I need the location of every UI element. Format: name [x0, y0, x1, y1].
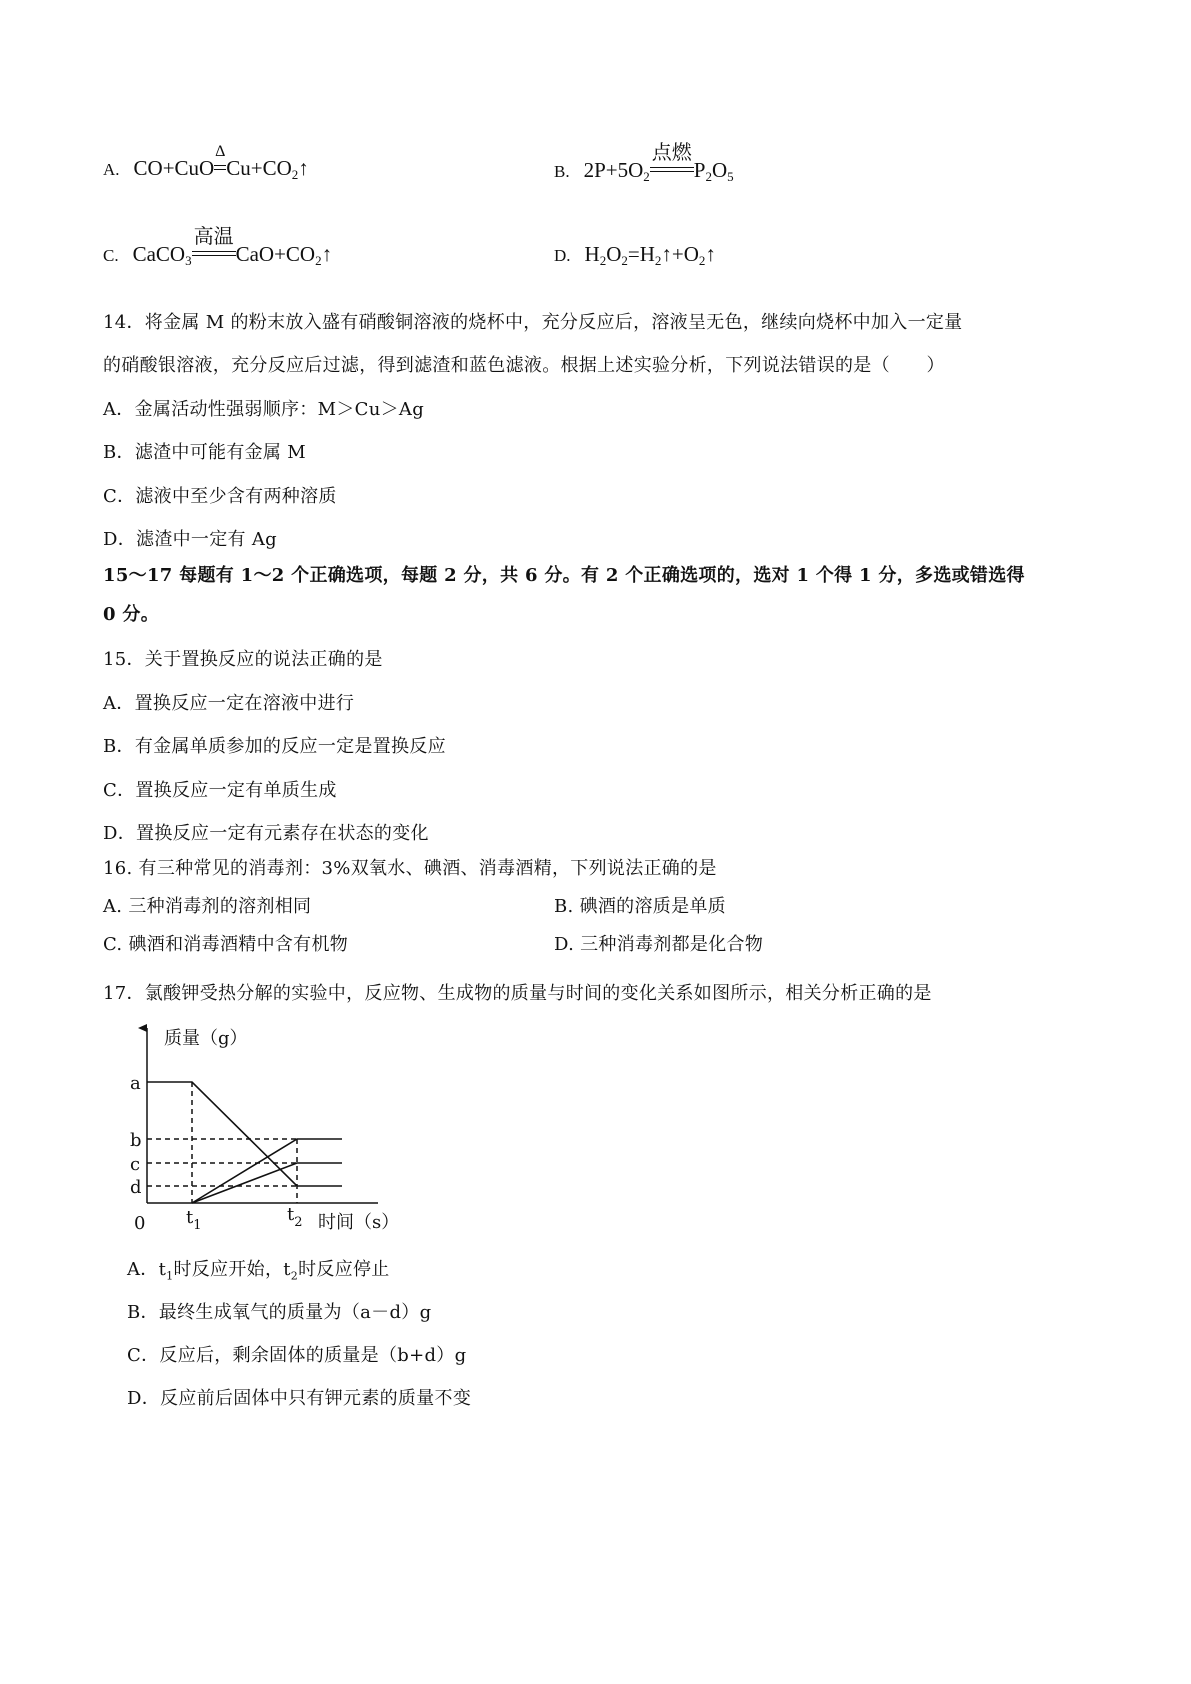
- option-label: A.: [103, 160, 120, 179]
- eq-text: O: [711, 158, 728, 182]
- eq-sub: 2: [599, 253, 607, 268]
- q13-option-c: [103, 226, 333, 275]
- sub: 1: [166, 1269, 174, 1283]
- q14-stem-line1: 14．将金属 M 的粉末放入盛有硝酸铜溶液的烧杯中，充分反应后，溶液呈无色，继续向烧杯中加入一定量: [103, 312, 963, 333]
- text: A．t: [127, 1259, 167, 1280]
- eq-text: CaO+CO: [235, 242, 316, 266]
- chart-y-axis-label: 质量（g）: [164, 1028, 248, 1049]
- q13-option-d: [554, 240, 716, 275]
- gas-arrow: ↑: [321, 242, 333, 266]
- chart-origin-label: 0: [134, 1213, 146, 1234]
- q16-option-b: B. 碘酒的溶质是单质: [554, 896, 726, 917]
- q15-option-c: C．置换反应一定有单质生成: [103, 780, 337, 801]
- eq-sub: 2: [643, 169, 650, 184]
- q17-option-d: D．反应前后固体中只有钾元素的质量不变: [127, 1388, 472, 1409]
- chart-series-line-3: [192, 1163, 342, 1203]
- condition-text: Δ: [215, 143, 226, 160]
- q15-stem: 15．关于置换反应的说法正确的是: [103, 649, 383, 670]
- q16-stem: 16. 有三种常见的消毒剂：3%双氧水、碘酒、消毒酒精，下列说法正确的是: [103, 858, 717, 879]
- eq-text: H: [584, 242, 600, 266]
- q16-option-d: D. 三种消毒剂都是化合物: [554, 934, 764, 955]
- q15-option-a: A．置换反应一定在溶液中进行: [103, 693, 355, 714]
- chart-x-axis-label: 时间（s）: [318, 1212, 400, 1233]
- eq-text: Cu+CO: [226, 156, 292, 180]
- eq-text: ↑+O: [661, 242, 699, 266]
- section-note-line1: 15～17 每题有 1～2 个正确选项，每题 2 分，共 6 分。有 2 个正确选项的，选对 1 个得 1 分，多选或错选得: [103, 565, 1025, 586]
- eq-sub: 2: [698, 253, 706, 268]
- text: 时反应停止: [298, 1259, 390, 1280]
- q13-option-b: [554, 142, 734, 191]
- text: 时反应开始，t: [173, 1259, 291, 1280]
- q13-option-a: [103, 143, 309, 189]
- chart-y-tick-a: a: [130, 1073, 141, 1094]
- q15-option-b: B．有金属单质参加的反应一定是置换反应: [103, 736, 446, 757]
- eq-sub: 3: [185, 253, 192, 268]
- eq-sub: 5: [727, 169, 734, 184]
- q14-option-c: C．滤液中至少含有两种溶质: [103, 486, 337, 507]
- eq-text: P: [693, 158, 706, 182]
- chart-x-tick-t1: $t_1$: [186, 1207, 202, 1233]
- option-label: D.: [554, 246, 571, 265]
- q14-option-a: A．金属活动性强弱顺序：M＞Cu＞Ag: [103, 399, 425, 420]
- eq-sub: 2: [705, 169, 712, 184]
- eq-text: 2P+5O: [583, 158, 644, 182]
- chart-y-tick-b: b: [130, 1130, 142, 1151]
- reaction-condition: [192, 226, 236, 268]
- eq-sub: 2: [315, 253, 322, 268]
- mass-time-chart: [120, 1020, 420, 1240]
- option-label: C.: [103, 246, 119, 265]
- q17-option-a: [127, 1258, 390, 1289]
- chart-series: [147, 1082, 342, 1203]
- eq-sub: 2: [291, 167, 299, 182]
- eq-text: CO+CuO: [133, 156, 215, 180]
- section-note-line2: 0 分。: [103, 604, 159, 625]
- condition-text: 点燃: [651, 142, 692, 164]
- q17-stem: 17．氯酸钾受热分解的实验中，反应物、生成物的质量与时间的变化关系如图所示，相关分析正确的是: [103, 983, 932, 1004]
- eq-text: O: [606, 242, 622, 266]
- q14-option-b: B．滤渣中可能有金属 M: [103, 442, 306, 463]
- reaction-condition: [214, 143, 226, 182]
- reaction-condition: [650, 142, 694, 184]
- gas-arrow: ↑: [298, 156, 309, 180]
- q16-option-a: A. 三种消毒剂的溶剂相同: [103, 896, 312, 917]
- eq-sub: 2: [621, 253, 628, 268]
- q14-option-d: D．滤渣中一定有 Ag: [103, 529, 277, 550]
- chart-x-tick-t2: $t_2$: [287, 1204, 303, 1230]
- eq-text: CaCO: [132, 242, 186, 266]
- gas-arrow: ↑: [705, 242, 716, 266]
- condition-text: 高温: [193, 226, 234, 248]
- q16-option-c: C. 碘酒和消毒酒精中含有机物: [103, 934, 349, 955]
- chart-y-tick-c: c: [130, 1154, 141, 1175]
- chart-y-tick-d: d: [130, 1177, 142, 1198]
- eq-text: =H: [627, 242, 655, 266]
- sub: 2: [290, 1269, 299, 1283]
- eq-sub: 2: [654, 253, 662, 268]
- q17-option-b: B．最终生成氧气的质量为（a－d）g: [127, 1302, 432, 1323]
- q14-stem-line2: 的硝酸银溶液，充分反应后过滤，得到滤渣和蓝色滤液。根据上述实验分析，下列说法错误的是（ ）: [103, 355, 945, 376]
- option-label: B.: [554, 162, 570, 181]
- q15-option-d: D．置换反应一定有元素存在状态的变化: [103, 823, 429, 844]
- chart-series-line-2: [192, 1139, 342, 1203]
- q17-option-c: C．反应后，剩余固体的质量是（b+d）g: [127, 1345, 467, 1366]
